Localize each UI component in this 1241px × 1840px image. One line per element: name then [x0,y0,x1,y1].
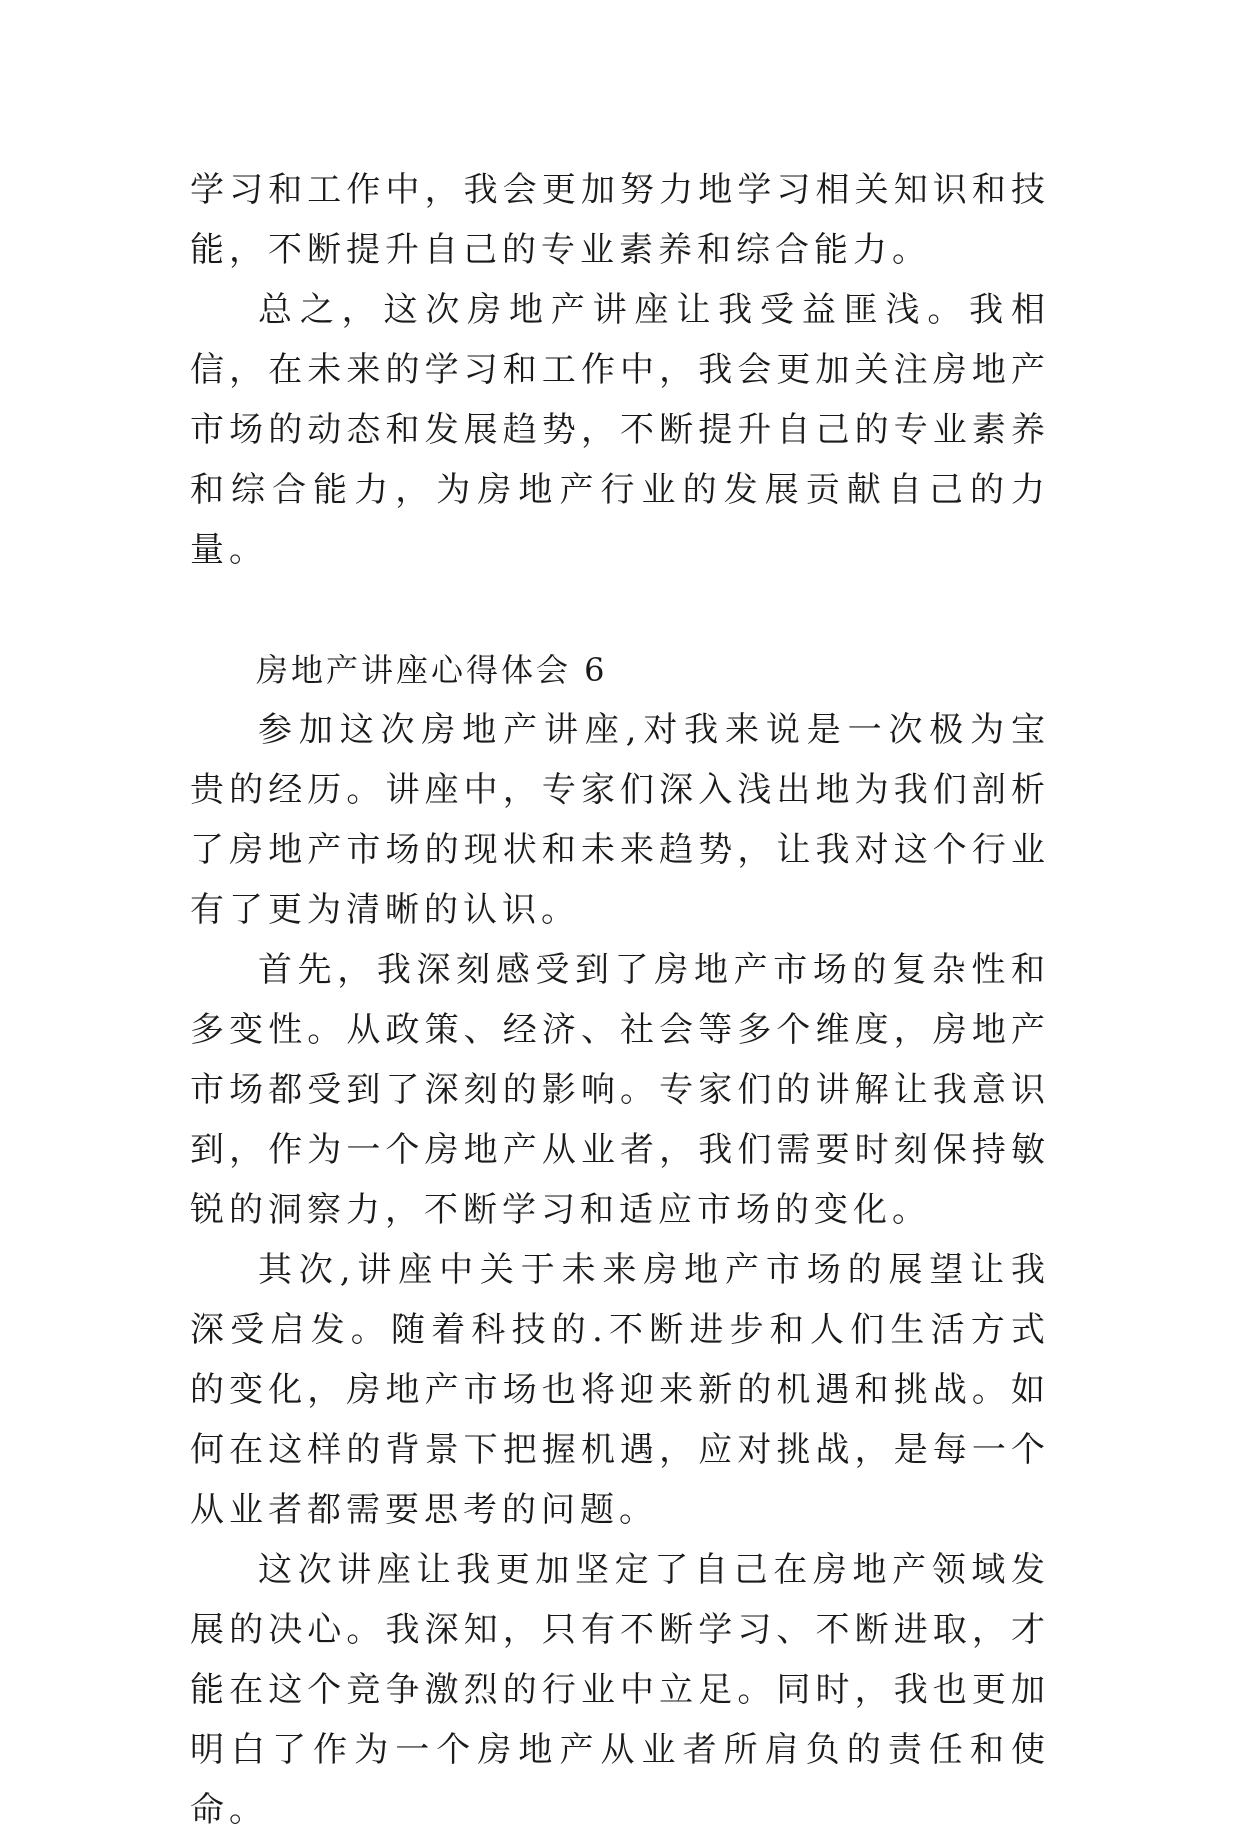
section-spacer [190,580,1050,640]
body-paragraph-2: 首先，我深刻感受到了房地产市场的复杂性和多变性。从政策、经济、社会等多个维度，房地产市场都受到了深刻的影响。专家们的讲解让我意识到，作为一个房地产从业者，我们需要时刻保持敏锐的洞察力，不断学习和适应市场的变化。 [190,950,1050,1230]
document-page [190,160,1050,1840]
body-paragraph-4: 这次讲座让我更加坚定了自己在房地产领域发展的决心。我深知，只有不断学习、不断进取，才能在这个竞争激烈的行业中立足。同时，我也更加明白了作为一个房地产从业者所肩负的责任和使命。 [190,1550,1050,1830]
body-paragraph-3: 其次,讲座中关于未来房地产市场的展望让我深受启发。随着科技的.不断进步和人们生活方式的变化，房地产市场也将迎来新的机遇和挑战。如何在这样的背景下把握机遇，应对挑战，是每一个从业者都需要思考的问题。 [190,1250,1050,1530]
continuation-paragraph: 学习和工作中，我会更加努力地学习相关知识和技能，不断提升自己的专业素养和综合能力。 [190,170,1050,270]
section-title: 房地产讲座心得体会 6 [256,651,608,689]
body-paragraph-1: 参加这次房地产讲座,对我来说是一次极为宝贵的经历。讲座中，专家们深入浅出地为我们剖析了房地产市场的现状和未来趋势，让我对这个行业有了更为清晰的认识。 [190,710,1050,930]
conclusion-paragraph: 总之，这次房地产讲座让我受益匪浅。我相信，在未来的学习和工作中，我会更加关注房地产市场的动态和发展趋势，不断提升自己的专业素养和综合能力，为房地产行业的发展贡献自己的力量。 [190,290,1050,570]
